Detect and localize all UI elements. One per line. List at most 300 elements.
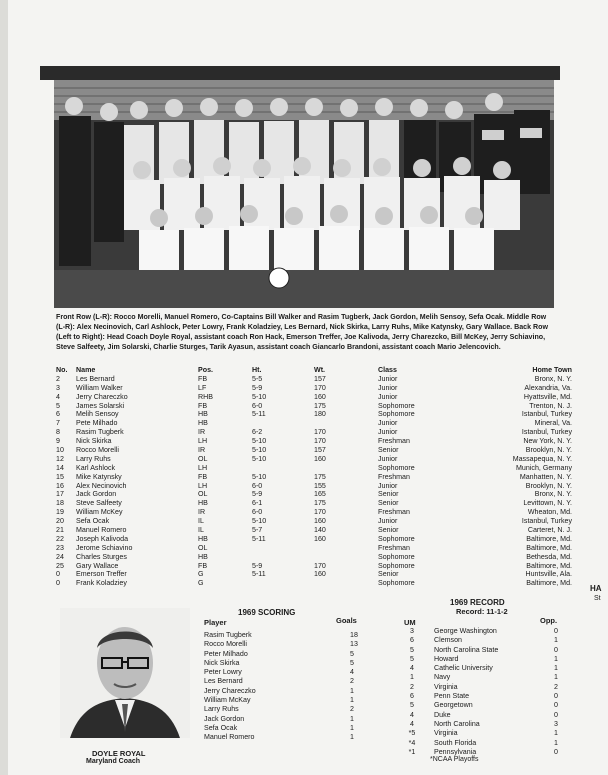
record-opp-score: 0 — [554, 645, 558, 654]
roster-cell-wt: 175 — [314, 472, 326, 481]
roster-cell-wt: 160 — [314, 517, 326, 526]
record-row — [402, 655, 572, 664]
roster-cell-class: Sophomore — [378, 401, 415, 410]
roster-cell-pos: IL — [198, 526, 204, 535]
roster-cell-no: 0 — [56, 579, 60, 588]
roster-cell-pos: G — [198, 570, 204, 579]
roster-cell-wt: 140 — [314, 526, 326, 535]
record-row — [402, 664, 572, 673]
roster-cell-pos: HB — [198, 552, 208, 561]
scoring-goals: 1 — [350, 686, 354, 695]
roster-cell-class: Junior — [378, 383, 398, 392]
roster-cell-name: Larry Ruhs — [76, 454, 111, 463]
scoring-player: Jack Gordon — [204, 714, 245, 723]
roster-cell-no: 25 — [56, 561, 64, 570]
header-no: No. — [56, 366, 68, 374]
scoring-player: Rocco Morelli — [204, 640, 247, 649]
record-opp-score: 1 — [554, 654, 558, 663]
playoffs-note: *NCAA Playoffs — [430, 756, 479, 763]
roster-cell-name: Melih Sensoy — [76, 410, 119, 419]
scoring-player: Sefa Ocak — [204, 723, 238, 732]
record-row — [402, 748, 572, 757]
record-row — [402, 711, 572, 720]
roster-cell-name: Pete Milhado — [76, 419, 118, 428]
roster-cell-town: Alexandria, Va. — [524, 383, 572, 392]
roster-row — [56, 481, 572, 491]
roster-cell-class: Freshman — [378, 437, 410, 446]
header-wt: Wt. — [314, 366, 326, 374]
roster-cell-class: Sophomore — [378, 463, 415, 472]
scoring-goals: 1 — [350, 733, 354, 742]
roster-cell-town: Baltimore, Md. — [526, 561, 572, 570]
roster-cell-pos: IL — [198, 517, 204, 526]
record-um-score: 5 — [410, 701, 414, 710]
side-mark: HA — [590, 584, 602, 593]
roster-cell-ht: 6-1 — [252, 499, 263, 508]
scan-edge — [0, 0, 8, 775]
roster-cell-no: 24 — [56, 552, 64, 561]
roster-table — [56, 366, 572, 588]
roster-cell-name: Jerome Schiavino — [76, 543, 133, 552]
roster-cell-name: James Solarski — [76, 401, 125, 410]
roster-row — [56, 437, 572, 446]
roster-cell-class: Junior — [378, 481, 398, 490]
roster-cell-name: Manuel Romero — [76, 526, 127, 535]
record-opponent: Clemson — [434, 636, 462, 645]
roster-cell-pos: RHB — [198, 392, 213, 401]
scoring-row — [204, 705, 364, 714]
scoring-goals: 4 — [350, 668, 354, 677]
record-row — [402, 646, 572, 655]
roster-cell-name: Nick Skirka — [76, 437, 112, 446]
roster-cell-class: Freshman — [378, 472, 410, 481]
roster-cell-no: 10 — [56, 446, 64, 455]
roster-row — [56, 419, 572, 428]
record-opp-score: 1 — [554, 738, 558, 747]
roster-cell-ht: 5-9 — [252, 561, 263, 570]
roster-cell-name: Jack Gordon — [76, 490, 117, 499]
roster-cell-pos: IR — [198, 446, 206, 455]
roster-row — [56, 499, 572, 508]
record-opponent: Howard — [434, 654, 459, 663]
roster-cell-town: Baltimore, Md. — [526, 543, 572, 552]
side-mark-2: St — [594, 595, 601, 602]
record-opponent: Duke — [434, 710, 451, 719]
roster-cell-pos: HB — [198, 499, 208, 508]
header-pos: Pos. — [198, 366, 213, 374]
roster-cell-class: Sophomore — [378, 579, 415, 588]
roster-cell-pos: FB — [198, 374, 208, 383]
roster-cell-pos: LH — [198, 463, 208, 472]
scoring-player: William McKay — [204, 696, 251, 705]
roster-cell-pos: IR — [198, 428, 206, 437]
roster-cell-town: Brooklyn, N. Y. — [525, 446, 572, 455]
roster-cell-wt: 170 — [314, 508, 326, 517]
roster-cell-ht: 5-11 — [252, 534, 266, 543]
roster-cell-pos: FB — [198, 401, 208, 410]
roster-row — [56, 472, 572, 482]
roster-cell-ht: 5-10 — [252, 446, 267, 455]
roster-cell-ht: 5-10 — [252, 437, 267, 446]
roster-cell-no: 21 — [56, 526, 64, 535]
roster-cell-ht: 5-11 — [252, 570, 266, 579]
scoring-goals: 5 — [350, 658, 354, 667]
record-opp-score: 1 — [554, 729, 558, 738]
scoring-table — [204, 631, 364, 743]
record-opponent: North Carolina State — [434, 645, 499, 654]
scoring-goals: 5 — [350, 649, 354, 658]
scoring-goals: 1 — [350, 723, 354, 732]
header-name: Name — [76, 366, 96, 374]
roster-cell-class: Senior — [378, 499, 399, 508]
roster-header — [56, 366, 572, 375]
photo-top-border — [40, 66, 560, 80]
roster-cell-class: Junior — [378, 454, 398, 463]
roster-cell-town: Brooklyn, N. Y. — [525, 481, 572, 490]
roster-row — [56, 454, 572, 464]
record-opponent: Penn State — [434, 692, 470, 701]
roster-cell-no: 17 — [56, 490, 64, 499]
roster-cell-class: Senior — [378, 490, 399, 499]
scoring-goals: 2 — [350, 705, 354, 714]
photo-caption: Front Row (L-R): Rocco Morelli, Manuel Romero, Co-Captains Bill Walker and Rasim Tugberk, Jack Gordon, Melih Sensoy, Sefa Ocak. Middle Row (L-R): Alex Necinovich, Carl Ashlock, Peter Lowry, Frank Koladziey, Les Bernard, Nick Skirka, Larry Ruhs, Mike Katynsky, Gary Wallace. Back Row (Left to Right): Head Coach Doyle Royal, assistant coach Ron Hack, Emerson Treffer, Joe Kalivoda, Jerry Charezcko, Bill McKey, Jerry Schiavino, Steve Salfeety, Jim Solarski, Charlie Sturges, Tarik Ayasun, assistant coach Giancarlo Brandoni, assistant coach Mario Jelencovich. — [56, 313, 548, 351]
roster-row — [56, 410, 572, 419]
record-opponent: Cathelic University — [434, 664, 493, 673]
roster-row — [56, 463, 572, 473]
roster-cell-town: Bronx, N. Y. — [534, 374, 572, 383]
record-opp-score: 0 — [554, 627, 558, 635]
roster-cell-pos: HB — [198, 534, 208, 543]
scoring-row — [204, 687, 364, 696]
record-title: 1969 RECORD — [450, 598, 505, 607]
roster-row — [56, 374, 572, 384]
roster-cell-ht: 5-10 — [252, 454, 267, 463]
record-opp-score: 1 — [554, 673, 558, 682]
record-opp-score: 0 — [554, 692, 558, 701]
roster-cell-name: Rocco Morelli — [76, 446, 119, 455]
scoring-player: Rasim Tugberk — [204, 631, 252, 639]
scoring-row — [204, 677, 364, 686]
scoring-player: Peter Lowry — [204, 668, 242, 677]
roster-cell-pos: OL — [198, 454, 208, 463]
scoring-header-goals: Goals — [336, 616, 357, 625]
roster-row — [56, 446, 572, 455]
roster-cell-no: 7 — [56, 419, 60, 428]
roster-row — [56, 579, 572, 588]
record-header-opp: Opp. — [540, 616, 558, 625]
roster-cell-ht: 5-10 — [252, 517, 267, 526]
record-row — [402, 739, 572, 748]
scoring-title: 1969 SCORING — [238, 608, 296, 617]
scoring-player: Les Bernard — [204, 677, 243, 686]
roster-cell-ht: 6-0 — [252, 481, 263, 490]
roster-cell-town: Istanbul, Turkey — [521, 428, 572, 437]
record-opp-score: 0 — [554, 701, 558, 710]
roster-cell-wt: 170 — [314, 437, 326, 446]
roster-row — [56, 534, 572, 544]
roster-cell-pos: HB — [198, 410, 208, 419]
roster-row — [56, 570, 572, 579]
roster-cell-pos: HB — [198, 419, 208, 428]
roster-cell-wt: 160 — [314, 534, 326, 543]
roster-cell-town: Baltimore, Md. — [526, 534, 572, 543]
roster-row — [56, 428, 572, 437]
roster-row — [56, 392, 572, 402]
roster-cell-name: Sefa Ocak — [76, 517, 110, 526]
record-opponent: Navy — [434, 673, 451, 682]
roster-cell-class: Senior — [378, 446, 399, 455]
roster-cell-wt: 175 — [314, 401, 326, 410]
roster-cell-class: Junior — [378, 428, 398, 437]
roster-row — [56, 401, 572, 411]
roster-cell-town: Manhatten, N. Y. — [519, 472, 572, 481]
roster-cell-wt: 160 — [314, 570, 326, 579]
roster-cell-town: Trenton, N. J. — [529, 401, 572, 410]
scoring-row — [204, 733, 364, 742]
record-um-score: 4 — [410, 664, 414, 673]
roster-cell-pos: OL — [198, 490, 208, 499]
roster-cell-name: Jerry Chareczko — [76, 392, 128, 401]
roster-cell-class: Senior — [378, 570, 399, 579]
header-town: Home Town — [532, 366, 572, 374]
roster-cell-wt: 180 — [314, 410, 326, 419]
roster-cell-pos: IR — [198, 508, 206, 517]
roster-cell-name: Rasim Tugberk — [76, 428, 124, 437]
roster-cell-ht: 6-2 — [252, 428, 263, 437]
record-row — [402, 673, 572, 682]
record-row — [402, 627, 572, 636]
roster-cell-no: 15 — [56, 472, 64, 481]
roster-cell-town: Massapequa, N. Y. — [512, 454, 572, 463]
record-table — [402, 627, 572, 757]
roster-cell-name: William Walker — [76, 383, 123, 392]
roster-cell-class: Freshman — [378, 508, 410, 517]
roster-cell-no: 5 — [56, 401, 60, 410]
record-opponent: George Washington — [434, 627, 497, 635]
record-um-score: 1 — [410, 673, 414, 682]
roster-cell-class: Senior — [378, 526, 399, 535]
roster-cell-wt: 157 — [314, 374, 326, 383]
roster-cell-ht: 5-9 — [252, 490, 263, 499]
roster-cell-ht: 5-11 — [252, 410, 266, 419]
scoring-row — [204, 659, 364, 668]
roster-cell-pos: LH — [198, 437, 208, 446]
roster-cell-no: 6 — [56, 410, 60, 419]
roster-row — [56, 508, 572, 517]
roster-cell-name: Joseph Kalivoda — [76, 534, 129, 543]
roster-cell-wt: 155 — [314, 481, 326, 490]
scoring-row — [204, 668, 364, 677]
scoring-goals: 2 — [350, 677, 354, 686]
roster-cell-ht: 6-0 — [252, 401, 263, 410]
roster-row — [56, 383, 572, 393]
record-opp-score: 3 — [554, 719, 558, 728]
record-um-score: 6 — [410, 636, 414, 645]
roster-cell-town: Wheaton, Md. — [527, 508, 572, 517]
roster-cell-class: Sophomore — [378, 561, 415, 570]
scoring-player: Nick Skirka — [204, 658, 240, 667]
scoring-row — [204, 715, 364, 724]
roster-cell-name: Gary Wallace — [76, 561, 119, 570]
roster-cell-no: 9 — [56, 437, 60, 446]
record-um-score: 2 — [410, 682, 414, 691]
record-row — [402, 683, 572, 692]
roster-cell-wt: 165 — [314, 490, 326, 499]
roster-cell-wt: 157 — [314, 446, 326, 455]
record-opponent: Virginia — [434, 729, 458, 738]
roster-cell-name: Emerson Treffer — [76, 570, 127, 579]
roster-cell-ht: 5-10 — [252, 472, 267, 481]
roster-cell-class: Junior — [378, 419, 398, 428]
record-um-score: 4 — [410, 719, 414, 728]
roster-cell-name: William McKey — [76, 508, 123, 517]
scoring-row — [204, 640, 364, 649]
roster-cell-town: New York, N. Y. — [523, 437, 572, 446]
roster-cell-town: Huntsville, Ala. — [525, 570, 572, 579]
team-photo — [54, 80, 554, 308]
roster-cell-class: Junior — [378, 392, 398, 401]
roster-cell-pos: LF — [198, 383, 207, 392]
header-ht: Ht. — [252, 366, 262, 374]
roster-rows — [56, 374, 572, 588]
roster-row — [56, 490, 572, 499]
roster-cell-name: Frank Koladziey — [76, 579, 127, 588]
record-row — [402, 636, 572, 645]
scoring-header-player: Player — [204, 618, 227, 627]
scoring-row — [204, 631, 364, 640]
scoring-row — [204, 724, 364, 733]
record-opp-score: 1 — [554, 636, 558, 645]
roster-cell-class: Junior — [378, 374, 398, 383]
roster-cell-pos: OL — [198, 543, 208, 552]
roster-cell-town: Hyattsville, Md. — [523, 392, 572, 401]
record-um-score: *5 — [408, 729, 416, 738]
record-opp-score: 0 — [554, 710, 558, 719]
roster-cell-town: Levittown, N. Y. — [523, 499, 572, 508]
header-class: Class — [378, 366, 397, 374]
roster-cell-no: 12 — [56, 454, 64, 463]
record-row — [402, 701, 572, 710]
roster-cell-name: Alex Necinovich — [76, 481, 127, 490]
record-opponent: South Florida — [434, 738, 477, 747]
roster-cell-class: Sophomore — [378, 534, 415, 543]
roster-cell-no: 20 — [56, 517, 64, 526]
roster-cell-wt: 175 — [314, 499, 326, 508]
scoring-goals: 18 — [350, 631, 358, 639]
scoring-goals: 13 — [350, 640, 358, 649]
roster-cell-town: Munich, Germany — [516, 463, 572, 472]
record-um-score: 3 — [410, 627, 414, 635]
roster-cell-no: 19 — [56, 508, 64, 517]
record-row — [402, 692, 572, 701]
roster-cell-town: Bronx, N. Y. — [534, 490, 572, 499]
roster-cell-no: 14 — [56, 463, 64, 472]
roster-cell-name: Steve Salfeety — [76, 499, 122, 508]
roster-cell-ht: 5-7 — [252, 526, 263, 535]
roster-cell-ht: 5-5 — [252, 374, 263, 383]
roster-cell-wt: 160 — [314, 454, 326, 463]
scoring-row — [204, 650, 364, 659]
scoring-player: Manuel Romero — [204, 733, 255, 742]
roster-cell-name: Karl Ashlock — [76, 463, 116, 472]
record-opp-score: 0 — [554, 747, 558, 756]
scoring-row — [204, 696, 364, 705]
roster-cell-town: Baltimore, Md. — [526, 579, 572, 588]
roster-cell-class: Freshman — [378, 543, 410, 552]
roster-cell-ht: 5-9 — [252, 383, 263, 392]
roster-cell-ht: 5-10 — [252, 392, 267, 401]
record-um-score: 5 — [410, 654, 414, 663]
roster-cell-class: Junior — [378, 517, 398, 526]
roster-cell-class: Sophomore — [378, 410, 415, 419]
scoring-player: Larry Ruhs — [204, 705, 239, 714]
roster-cell-no: 22 — [56, 534, 64, 543]
coach-name: DOYLE ROYAL — [92, 749, 146, 758]
record-opp-score: 2 — [554, 682, 558, 691]
record-opponent: Georgetown — [434, 701, 473, 710]
record-opponent: Pennsylvania — [434, 747, 477, 756]
record-row — [402, 720, 572, 729]
roster-cell-pos: LH — [198, 481, 208, 490]
record-opponent: Virginia — [434, 682, 458, 691]
roster-cell-pos: FB — [198, 472, 208, 481]
record-um-score: *4 — [408, 738, 416, 747]
roster-cell-no: 3 — [56, 383, 60, 392]
roster-cell-town: Mineral, Va. — [534, 419, 572, 428]
roster-cell-town: Carteret, N. J. — [527, 526, 572, 535]
roster-cell-no: 16 — [56, 481, 64, 490]
roster-cell-ht: 6-0 — [252, 508, 263, 517]
record-header-um: UM — [404, 618, 416, 627]
roster-cell-no: 4 — [56, 392, 60, 401]
roster-cell-wt: 170 — [314, 428, 326, 437]
roster-cell-no: 23 — [56, 543, 64, 552]
roster-cell-pos: FB — [198, 561, 208, 570]
roster-cell-no: 8 — [56, 428, 60, 437]
record-um-score: 4 — [410, 710, 414, 719]
record-row — [402, 729, 572, 738]
roster-row — [56, 526, 572, 535]
roster-cell-town: Istanbul, Turkey — [521, 517, 572, 526]
record-um-score: *1 — [408, 747, 416, 756]
roster-cell-wt: 170 — [314, 561, 326, 570]
scoring-goals: 1 — [350, 714, 354, 723]
record-um-score: 6 — [410, 692, 414, 701]
coach-portrait — [60, 608, 190, 738]
record-subtitle: Record: 11-1-2 — [456, 607, 508, 616]
roster-cell-class: Sophomore — [378, 552, 415, 561]
coach-title: Maryland Coach — [86, 758, 141, 765]
roster-cell-wt: 170 — [314, 383, 326, 392]
scoring-goals: 1 — [350, 696, 354, 705]
roster-row — [56, 543, 572, 553]
scoring-player: Jerry Chareczko — [204, 686, 256, 695]
roster-cell-no: 2 — [56, 374, 60, 383]
record-um-score: 5 — [410, 645, 414, 654]
record-opp-score: 1 — [554, 664, 558, 673]
roster-cell-name: Les Bernard — [76, 374, 115, 383]
scoring-player: Peter Milhado — [204, 649, 248, 658]
roster-cell-no: 0 — [56, 570, 60, 579]
roster-cell-town: Bethesda, Md. — [526, 552, 572, 561]
roster-cell-pos: G — [198, 579, 204, 588]
roster-row — [56, 561, 572, 571]
record-opponent: North Carolina — [434, 719, 480, 728]
roster-cell-no: 18 — [56, 499, 64, 508]
roster-row — [56, 552, 572, 562]
roster-cell-wt: 160 — [314, 392, 326, 401]
roster-row — [56, 517, 572, 526]
